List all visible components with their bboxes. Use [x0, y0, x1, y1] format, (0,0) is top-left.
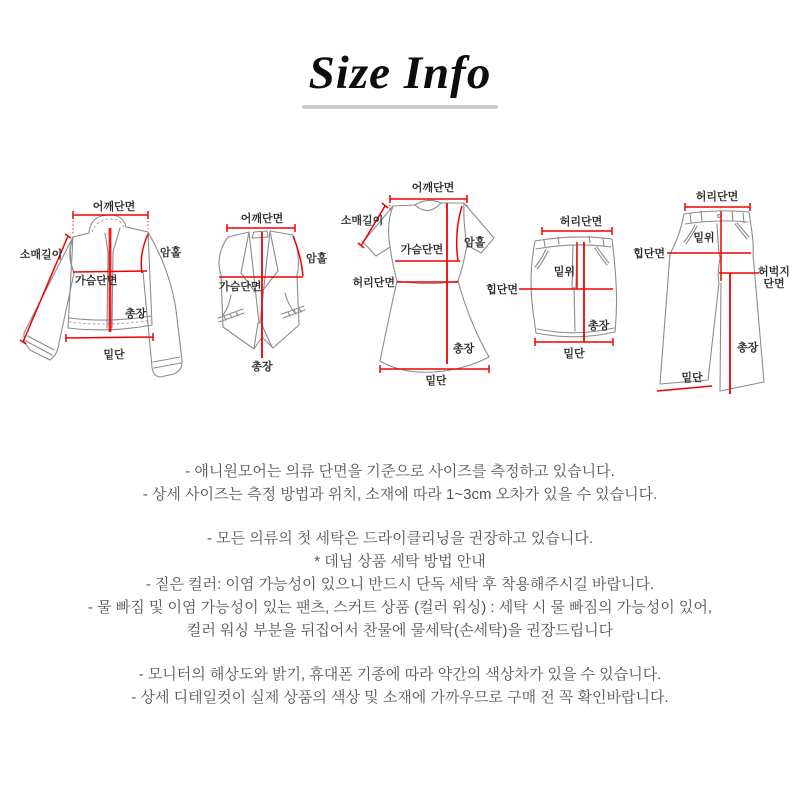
dress-neck-path	[415, 200, 441, 210]
note-line: - 상세 사이즈는 측정 방법과 위치, 소재에 따라 1~3cm 오차가 있을 수 있습니다.	[142, 486, 658, 503]
skirt-label-waist: 허리단면	[559, 216, 603, 228]
pants-waist-line	[685, 203, 750, 211]
note-group-sizing	[0, 460, 800, 506]
dress-shoulder-line	[390, 195, 467, 203]
pants-label-hip: 힙단면	[633, 248, 665, 260]
note-line: - 짙은 컬러: 이염 가능성이 있으니 반드시 단독 세탁 후 착용해주시길 바랍니다.	[145, 576, 655, 593]
jacket-label-hem: 밑단	[103, 349, 125, 361]
note-line: - 물 빠짐 및 이염 가능성이 있는 팬츠, 스커트 상품 (컬러 워싱) : 세탁 시 물 빠짐의 가능성이 있어,	[87, 599, 713, 616]
skirt-label-hip: 힙단면	[486, 284, 518, 296]
jacket-armhole-line	[141, 234, 148, 273]
dress-diagram	[337, 172, 497, 395]
note-group-display	[0, 663, 800, 709]
vest-label-chest: 가슴단면	[219, 281, 262, 293]
note-line: 컬러 워싱 부분을 뒤집어서 찬물에 물세탁(손세탁)을 권장드립니다	[186, 622, 614, 639]
pants-hem-line	[657, 386, 712, 391]
vest-label-armhole: 암홀	[306, 253, 328, 265]
pants-waistband-path	[684, 211, 749, 224]
skirt-label-rise: 밑위	[553, 266, 575, 278]
skirt-label-hem: 밑단	[563, 348, 585, 360]
pants-right-leg-path	[720, 212, 764, 391]
pants-label-hem: 밑단	[681, 372, 703, 384]
jacket-label-shoulder: 어깨단면	[92, 201, 136, 213]
pants-label-length: 총장	[737, 342, 759, 354]
skirt-hem-line	[535, 338, 613, 346]
jacket-labels	[19, 199, 182, 361]
jacket-label-chest: 가슴단면	[75, 275, 118, 287]
jacket-label-sleeve: 소매길이	[19, 249, 63, 261]
jacket-hem-line	[66, 333, 153, 342]
pants-label-thigh-2: 단면	[763, 278, 785, 290]
vest-shoulder-line	[227, 224, 295, 232]
jacket-label-armhole: 암홀	[160, 247, 182, 259]
dress-label-hem: 밑단	[425, 375, 447, 387]
vest-label-length: 총장	[251, 361, 273, 373]
skirt-waist-line	[542, 227, 612, 235]
title-section	[0, 0, 800, 109]
page-title: Size Info	[308, 47, 492, 99]
title-underline	[302, 105, 498, 109]
vest-label-shoulder: 어깨단면	[240, 213, 284, 225]
note-line: * 데님 상품 세탁 방법 안내	[314, 553, 486, 570]
pants-labels	[633, 189, 790, 384]
note-line: - 상세 디테일컷이 실제 상품의 색상 및 소재에 가까우므로 구매 전 꼭 확인바랍니다.	[131, 689, 669, 706]
vest-diagram	[205, 195, 335, 385]
skirt-label-length: 총장	[588, 320, 610, 332]
skirt-waistband-path	[535, 237, 612, 249]
jacket-diagram	[10, 170, 205, 395]
jacket-collar-path	[89, 215, 126, 233]
dress-label-waist: 허리단면	[352, 277, 395, 289]
dress-left-sleeve-path	[363, 206, 393, 256]
pants-label-thigh-1: 허벅지	[758, 266, 790, 278]
note-line: - 모니터의 해상도와 밝기, 휴대폰 기종에 따라 약간의 색상차가 있을 수 있습니다.	[138, 666, 662, 683]
notes-section	[0, 460, 800, 709]
pants-diagram	[633, 180, 800, 415]
dress-label-shoulder: 어깨단면	[411, 182, 455, 194]
pants-label-rise: 밑위	[693, 232, 715, 244]
dress-label-chest: 가슴단면	[400, 244, 444, 256]
dress-armhole-line	[457, 206, 462, 261]
pants-label-waist: 허리단면	[695, 191, 739, 203]
note-line: - 모든 의류의 첫 세탁은 드라이클리닝을 권장하고 있습니다.	[206, 530, 594, 547]
note-group-washing	[0, 527, 800, 642]
dress-label-armhole: 암홀	[464, 237, 486, 249]
skirt-diagram	[486, 192, 660, 372]
note-line: - 애니원모어는 의류 단면을 기준으로 사이즈를 측정하고 있습니다.	[185, 463, 615, 480]
jacket-label-length: 총장	[125, 308, 147, 320]
dress-label-length: 총장	[453, 343, 475, 355]
dress-label-sleeve: 소매길이	[340, 215, 384, 227]
skirt-labels	[486, 214, 610, 360]
